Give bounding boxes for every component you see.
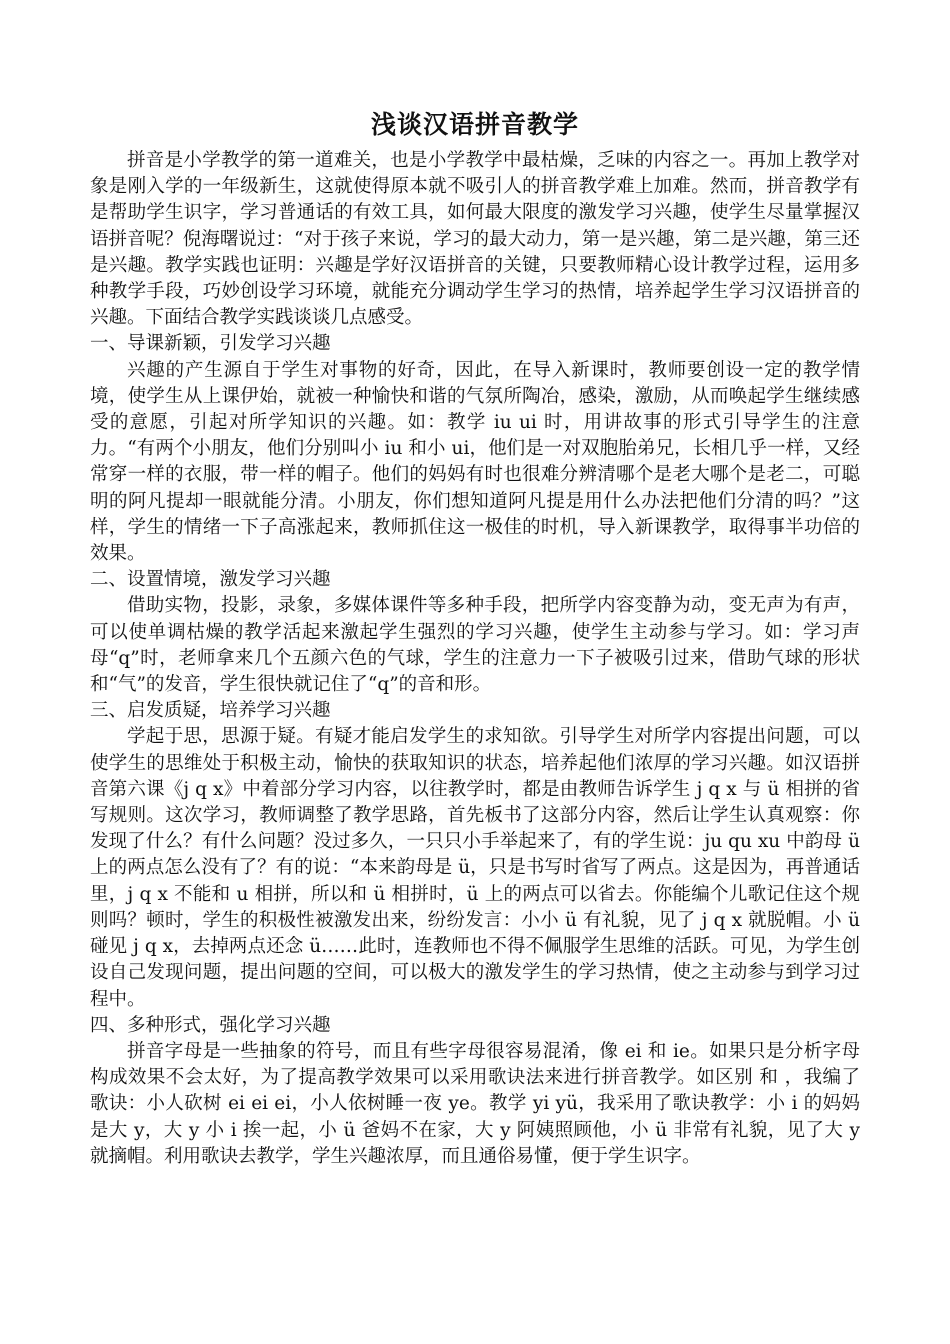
document-page xyxy=(90,104,860,1170)
section-heading-2: 二、设置情境，激发学习兴趣 xyxy=(90,569,331,591)
intro-paragraph: 拼音是小学教学的第一道难关，也是小学教学中最枯燥，乏味的内容之一。再加上教学对象是刚入学的一年级新生，这就使得原本就不吸引人的拼音教学难上加难。然而，拼音教学有是帮助学生识字，学习普通话的有效工具，如何最大限度的激发学习兴趣，使学生尽量掌握汉语拼音呢？倪海曙说过：“对于孩子来说，学习的最大动力，第一是兴趣，第二是兴趣，第三还是兴趣。教学实践也证明：兴趣是学好汉语拼音的关键，只要教师精心设计教学过程，运用多种教学手段，巧妙创设学习环境，就能充分调动学生学习的热情，培养起学生学习汉语拼音的兴趣。下面结合教学实践谈谈几点感受。 xyxy=(90,150,860,329)
section-heading-4: 四、多种形式，强化学习兴趣 xyxy=(90,1014,331,1036)
document-title: 浅谈汉语拼音教学 xyxy=(370,110,579,139)
section-heading-1: 一、导课新颖，引发学习兴趣 xyxy=(90,333,331,355)
section-body-2: 借助实物，投影，录象，多媒体课件等多种手段，把所学内容变静为动，变无声为有声，可以使单调枯燥的教学活起来激起学生强烈的学习兴趣，使学生主动参与学习。如：学习声母“q”时，老师拿来几个五颜六色的气球，学生的注意力一下子被吸引过来，借助气球的形状和“气”的发音，学生很快就记住了“q”的音和形。 xyxy=(90,595,860,696)
section-body-3: 学起于思，思源于疑。有疑才能启发学生的求知欲。引导学生对所学内容提出问题，可以使学生的思维处于积极主动，愉快的获取知识的状态，培养起他们浓厚的学习兴趣。如汉语拼音第六课《j q x》中着部分学习内容，以往教学时，都是由教师告诉学生 j q x 与 ü 相拼的省写规则。这次学习，教师调整了教学思路，首先板书了这部分内容，然后让学生认真观察：你发现了什么？有什么问题？没过多久，一只只小手举起来了，有的学生说：ju qu xu 中韵母 ü 上的两点怎么没有了？有的说：“本来韵母是 ü，只是书写时省写了两点。这是因为，再普通话里，j q x 不能和 u 相拼，所以和 ü 相拼时，ü 上的两点可以省去。你能编个儿歌记住这个规则吗？顿时，学生的积极性被激发出来，纷纷发言：小小 ü 有礼貌，见了 j q x 就脱帽。小 ü 碰见 j q x，去掉两点还念 ü……此时，连教师也不得不佩服学生思维的活跃。可见，为学生创设自己发现问题，提出问题的空间，可以极大的激发学生的学习热情，使之主动参与到学习过程中。 xyxy=(90,726,860,1010)
section-body-4: 拼音字母是一些抽象的符号，而且有些字母很容易混淆，像 ei 和 ie。如果只是分析字母构成效果不会太好，为了提高教学效果可以采用歌诀法来进行拼音教学。如区别 和 ，我编了歌诀：小人砍树 ei ei ei，小人依树睡一夜 ye。教学 yi yü，我采用了歌诀教学：小 i 的妈妈是大 y，大 y 小 i 挨一起，小 ü 爸妈不在家，大 y 阿姨照顾他，小 ü 非常有礼貌，见了大 y 就摘帽。利用歌诀去教学，学生兴趣浓厚，而且通俗易懂，便于学生识字。 xyxy=(90,1040,860,1167)
section-heading-3: 三、启发质疑，培养学习兴趣 xyxy=(90,700,331,722)
section-body-1: 兴趣的产生源自于学生对事物的好奇，因此，在导入新课时，教师要创设一定的教学情境，使学生从上课伊始，就被一种愉快和谐的气氛所陶冶，感染，激励，从而唤起学生继续感受的意愿，引起对所学知识的兴趣。如：教学 iu ui 时，用讲故事的形式引导学生的注意力。“有两个小朋友，他们分别叫小 iu 和小 ui，他们是一对双胞胎弟兄，长相几乎一样，又经常穿一样的衣服，带一样的帽子。他们的妈妈有时也很难分辨清哪个是老大哪个是老二，可聪明的阿凡提却一眼就能分清。小朋友，你们想知道阿凡提是用什么办法把他们分清的吗？”这样，学生的情绪一下子高涨起来，教师抓住这一极佳的时机，导入新课教学，取得事半功倍的效果。 xyxy=(90,359,860,565)
